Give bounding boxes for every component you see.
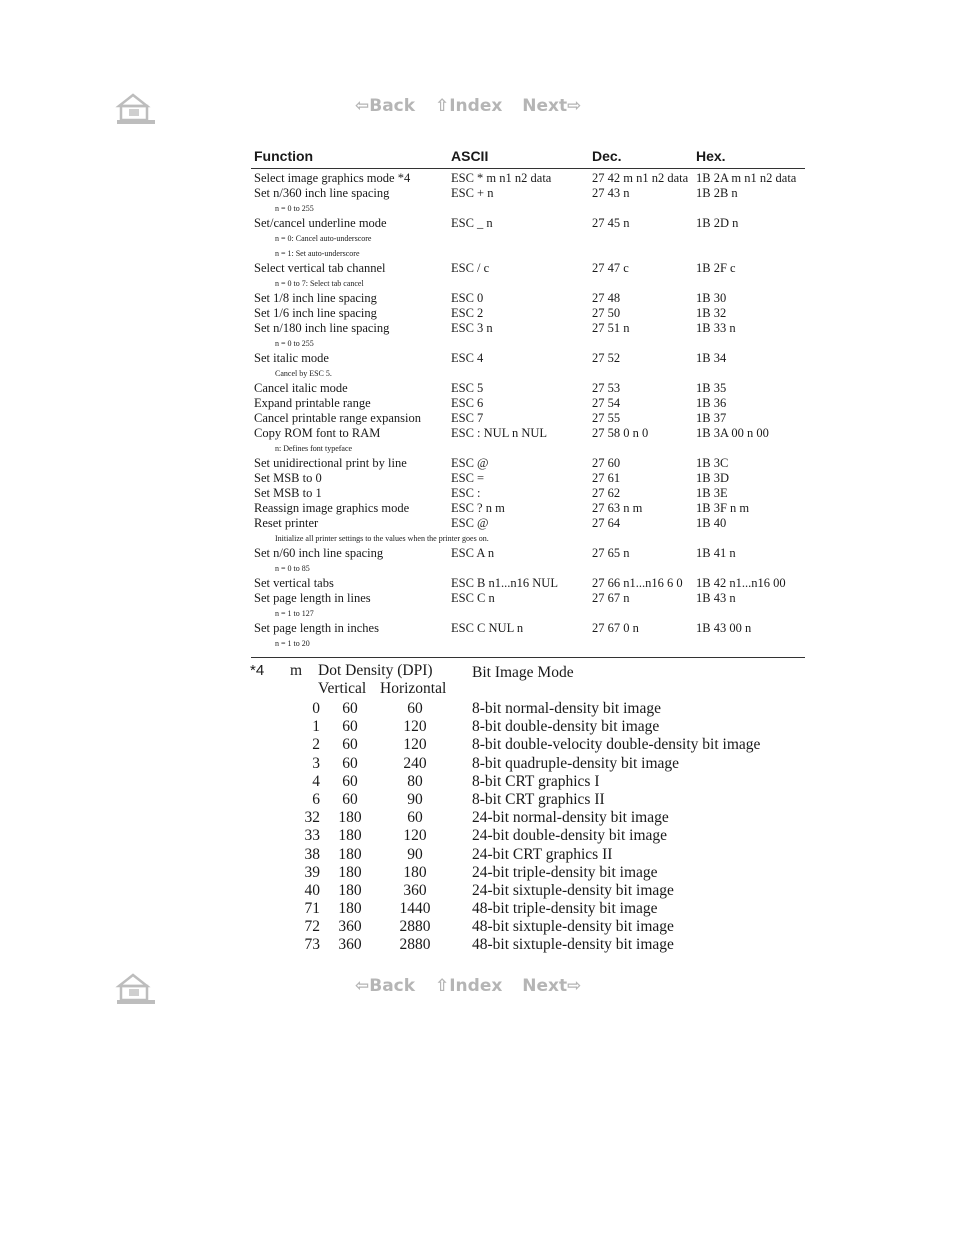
cell-dec: 27 67 n	[592, 591, 630, 605]
cell-vertical: 180	[338, 845, 362, 863]
cell-hex: 1B 3F n m	[696, 501, 750, 515]
parameter-note: n = 1 to 20	[275, 639, 310, 648]
footnote-row	[250, 736, 810, 754]
cell-hex: 1B 2F c	[696, 261, 736, 275]
bottom-navbar	[0, 972, 954, 1012]
cell-ascii: ESC 0	[451, 291, 484, 305]
cell-dec: 27 65 n	[592, 546, 630, 560]
cell-m: 38	[304, 845, 320, 863]
parameter-note: n = 0 to 255	[275, 204, 314, 213]
cell-vertical: 60	[342, 772, 358, 790]
cell-horizontal: 180	[403, 863, 427, 881]
parameter-note: n = 0 to 255	[275, 339, 314, 348]
footnote-row	[250, 936, 810, 954]
cell-dec: 27 58 0 n 0	[592, 426, 649, 440]
next-link[interactable]: Next⇨	[522, 96, 582, 116]
index-link[interactable]: ⇧Index	[434, 976, 503, 996]
cell-function: Set page length in lines	[254, 591, 371, 605]
table-row	[251, 501, 805, 516]
cell-m: 73	[304, 936, 320, 954]
cell-hex: 1B 36	[696, 396, 727, 410]
cell-bit-image-mode: 48-bit triple-density bit image	[472, 900, 658, 918]
cell-bit-image-mode: 24-bit sixtuple-density bit image	[472, 881, 674, 899]
cell-vertical: 180	[338, 863, 362, 881]
back-label: Back	[369, 96, 416, 116]
cell-dec: 27 50	[592, 306, 621, 320]
cell-dec: 27 60	[592, 456, 621, 470]
cell-ascii: ESC 2	[451, 306, 484, 320]
footnote-row	[250, 882, 810, 900]
cell-vertical: 60	[342, 754, 358, 772]
cell-dec: 27 47 c	[592, 261, 629, 275]
cell-m: 39	[304, 863, 320, 881]
cell-ascii: ESC B n1...n16 NUL	[451, 576, 558, 590]
header-hex: Hex.	[696, 148, 726, 164]
footnote-row	[250, 791, 810, 809]
cell-horizontal: 90	[407, 790, 423, 808]
cell-bit-image-mode: 8-bit double-density bit image	[472, 718, 660, 736]
cell-function: Set vertical tabs	[254, 576, 334, 590]
cell-ascii: ESC A n	[451, 546, 495, 560]
table-row	[251, 591, 805, 606]
cell-ascii: ESC @	[451, 456, 489, 470]
cell-bit-image-mode: 8-bit normal-density bit image	[472, 700, 661, 717]
parameter-note: n: Defines font typeface	[275, 444, 353, 453]
cell-function: Set n/60 inch line spacing	[254, 546, 384, 560]
table-row	[251, 576, 805, 591]
cell-vertical: 180	[338, 809, 362, 827]
cell-function: Set 1/8 inch line spacing	[254, 291, 377, 305]
cell-function: Set n/180 inch line spacing	[254, 321, 390, 335]
cell-dec: 27 54	[592, 396, 621, 410]
cell-ascii: ESC 4	[451, 351, 484, 365]
table-body	[251, 169, 805, 651]
cell-m: 3	[312, 754, 320, 772]
cell-horizontal: 240	[403, 754, 427, 772]
cell-vertical: 180	[338, 827, 362, 845]
cell-vertical: 360	[338, 918, 362, 936]
cell-ascii: ESC C NUL n	[451, 621, 524, 635]
table-row	[251, 486, 805, 501]
parameter-note: n = 1 to 127	[275, 609, 314, 618]
cell-hex: 1B 40	[696, 516, 727, 530]
parameter-note: Cancel by ESC 5.	[275, 369, 332, 378]
nav-links	[355, 96, 595, 116]
footnote-row	[250, 755, 810, 773]
cell-ascii: ESC ? n m	[451, 501, 505, 515]
cell-m: 4	[312, 772, 320, 790]
next-label: Next	[522, 976, 568, 996]
cell-m: 1	[312, 718, 320, 736]
cell-bit-image-mode: 8-bit double-velocity double-density bit image	[472, 736, 761, 754]
cell-hex: 1B 3E	[696, 486, 728, 500]
top-navbar	[0, 92, 954, 132]
cell-m: 6	[312, 790, 320, 808]
cell-dec: 27 51 n	[592, 321, 630, 335]
cell-dec: 27 67 0 n	[592, 621, 639, 635]
parameter-note: n = 0 to 85	[275, 564, 310, 573]
cell-dec: 27 48	[592, 291, 621, 305]
cell-ascii: ESC : NUL n NUL	[451, 426, 548, 440]
cell-ascii: ESC + n	[451, 186, 494, 200]
cell-horizontal: 120	[403, 827, 427, 845]
cell-hex: 1B 41 n	[696, 546, 736, 560]
cell-function: Cancel printable range expansion	[254, 411, 421, 425]
cell-vertical: 180	[338, 881, 362, 899]
cell-bit-image-mode: 8-bit CRT graphics II	[472, 790, 605, 808]
cell-bit-image-mode: 48-bit sixtuple-density bit image	[472, 918, 674, 936]
footnote-row	[250, 718, 810, 736]
cell-ascii: ESC 7	[451, 411, 484, 425]
cell-dec: 27 53	[592, 381, 621, 395]
header-horizontal: Horizontal	[380, 680, 447, 697]
cell-ascii: ESC :	[451, 486, 481, 500]
cell-hex: 1B 37	[696, 411, 727, 425]
cell-dec: 27 55	[592, 411, 621, 425]
cell-ascii: ESC 3 n	[451, 321, 493, 335]
header-function: Function	[254, 148, 314, 164]
cell-horizontal: 90	[407, 845, 423, 863]
cell-bit-image-mode: 24-bit normal-density bit image	[472, 809, 669, 827]
home-icon[interactable]	[115, 92, 157, 128]
footnote-row	[250, 809, 810, 827]
index-label: Index	[449, 96, 503, 116]
cell-bit-image-mode: 24-bit CRT graphics II	[472, 845, 613, 863]
cell-hex: 1B 42 n1...n16 00	[696, 576, 786, 590]
footnote-body	[250, 698, 810, 955]
cell-vertical: 60	[342, 700, 358, 717]
index-label: Index	[449, 976, 503, 996]
cell-hex: 1B 2D n	[696, 216, 739, 230]
cell-ascii: ESC @	[451, 516, 489, 530]
cell-bit-image-mode: 24-bit double-density bit image	[472, 827, 668, 845]
cell-function: Set n/360 inch line spacing	[254, 186, 390, 200]
cell-horizontal: 80	[407, 772, 423, 790]
table-row	[251, 261, 805, 276]
cell-m: 32	[304, 809, 320, 827]
cell-vertical: 60	[342, 790, 358, 808]
header-ascii: ASCII	[451, 148, 489, 164]
index-link[interactable]: ⇧Index	[434, 96, 503, 116]
cell-function: Cancel italic mode	[254, 381, 348, 395]
table-row	[251, 351, 805, 366]
cell-horizontal: 60	[407, 700, 423, 717]
cell-m: 2	[312, 736, 320, 754]
table-row	[251, 186, 805, 201]
cell-dec: 27 52	[592, 351, 621, 365]
cell-dec: 27 62	[592, 486, 621, 500]
cell-dec: 27 63 n m	[592, 501, 643, 515]
table-row	[251, 216, 805, 231]
table-row	[251, 171, 805, 186]
cell-ascii: ESC _ n	[451, 216, 493, 230]
cell-function: Set unidirectional print by line	[254, 456, 407, 470]
cell-hex: 1B 3D	[696, 471, 729, 485]
table-row	[251, 291, 805, 306]
back-link[interactable]: ⇦Back	[355, 976, 416, 996]
cell-function: Set/cancel underline mode	[254, 216, 387, 230]
parameter-note: n = 0: Cancel auto-underscore	[275, 234, 372, 243]
table-row	[251, 411, 805, 426]
cell-horizontal: 60	[407, 809, 423, 827]
cell-m: 71	[304, 900, 320, 918]
cell-hex: 1B 3A 00 n 00	[696, 426, 769, 440]
cell-horizontal: 1440	[399, 900, 431, 918]
home-icon[interactable]	[115, 972, 157, 1008]
footnote-mark: *4	[250, 662, 265, 679]
cell-function: Set italic mode	[254, 351, 329, 365]
back-label: Back	[369, 976, 416, 996]
footnote-row	[250, 900, 810, 918]
cell-ascii: ESC C n	[451, 591, 495, 605]
table-header	[251, 146, 805, 169]
cell-bit-image-mode: 24-bit triple-density bit image	[472, 863, 658, 881]
header-dec: Dec.	[592, 148, 622, 164]
command-table	[251, 146, 805, 658]
cell-vertical: 180	[338, 900, 362, 918]
cell-hex: 1B 2B n	[696, 186, 738, 200]
header-bit-image-mode: Bit Image Mode	[472, 664, 574, 681]
cell-dec: 27 61	[592, 471, 621, 485]
cell-dec: 27 43 n	[592, 186, 630, 200]
footnote-row	[250, 918, 810, 936]
cell-hex: 1B 43 n	[696, 591, 736, 605]
cell-horizontal: 360	[403, 881, 427, 899]
parameter-note: n = 1: Set auto-underscore	[275, 249, 360, 258]
next-link[interactable]: Next⇨	[522, 976, 582, 996]
footnote-row	[250, 864, 810, 882]
table-row	[251, 546, 805, 561]
footnote-header	[250, 662, 810, 698]
footnote-4	[250, 662, 810, 955]
cell-function: Reset printer	[254, 516, 319, 530]
table-row	[251, 621, 805, 636]
cell-horizontal: 2880	[399, 918, 431, 936]
cell-function: Reassign image graphics mode	[254, 501, 410, 515]
cell-dec: 27 64	[592, 516, 621, 530]
cell-ascii: ESC 6	[451, 396, 484, 410]
header-m: m	[290, 662, 303, 679]
cell-m: 33	[304, 827, 320, 845]
table-row	[251, 516, 805, 531]
cell-hex: 1B 3C	[696, 456, 729, 470]
cell-m: 0	[312, 700, 320, 717]
table-row	[251, 426, 805, 441]
parameter-note: n = 0 to 7: Select tab cancel	[275, 279, 364, 288]
cell-ascii: ESC 5	[451, 381, 484, 395]
nav-links	[355, 976, 595, 996]
cell-bit-image-mode: 8-bit quadruple-density bit image	[472, 754, 680, 772]
cell-dec: 27 42 m n1 n2 data	[592, 171, 689, 185]
cell-bit-image-mode: 8-bit CRT graphics I	[472, 772, 600, 790]
header-dot-density: Dot Density (DPI)	[318, 662, 433, 679]
cell-hex: 1B 30	[696, 291, 727, 305]
cell-hex: 1B 2A m n1 n2 data	[696, 171, 797, 185]
cell-function: Set 1/6 inch line spacing	[254, 306, 377, 320]
footnote-row	[250, 846, 810, 864]
cell-function: Copy ROM font to RAM	[254, 426, 381, 440]
footnote-row	[250, 827, 810, 845]
cell-function: Set page length in inches	[254, 621, 379, 635]
back-link[interactable]: ⇦Back	[355, 96, 416, 116]
next-label: Next	[522, 96, 568, 116]
cell-horizontal: 120	[403, 736, 427, 754]
cell-horizontal: 2880	[399, 936, 431, 954]
footnote-row	[250, 700, 810, 718]
cell-hex: 1B 35	[696, 381, 727, 395]
cell-function: Set MSB to 1	[254, 486, 322, 500]
cell-hex: 1B 43 00 n	[696, 621, 752, 635]
table-row	[251, 306, 805, 321]
cell-function: Set MSB to 0	[254, 471, 322, 485]
cell-ascii: ESC / c	[451, 261, 490, 275]
table-row	[251, 381, 805, 396]
cell-vertical: 60	[342, 736, 358, 754]
cell-ascii: ESC =	[451, 471, 485, 485]
cell-function: Select vertical tab channel	[254, 261, 386, 275]
cell-vertical: 360	[338, 936, 362, 954]
cell-vertical: 60	[342, 718, 358, 736]
cell-bit-image-mode: 48-bit sixtuple-density bit image	[472, 936, 674, 954]
cell-hex: 1B 32	[696, 306, 727, 320]
parameter-note: Initialize all printer settings to the values when the printer goes on.	[275, 534, 489, 543]
cell-dec: 27 45 n	[592, 216, 630, 230]
cell-m: 40	[304, 881, 320, 899]
cell-function: Expand printable range	[254, 396, 371, 410]
table-row	[251, 471, 805, 486]
footnote-row	[250, 773, 810, 791]
cell-dec: 27 66 n1...n16 6 0	[592, 576, 683, 590]
table-row	[251, 456, 805, 471]
header-vertical: Vertical	[318, 680, 367, 697]
table-bottom-rule	[251, 657, 805, 658]
cell-m: 72	[304, 918, 320, 936]
cell-function: Select image graphics mode *4	[254, 171, 411, 185]
cell-hex: 1B 34	[696, 351, 727, 365]
table-row	[251, 321, 805, 336]
cell-hex: 1B 33 n	[696, 321, 736, 335]
cell-ascii: ESC * m n1 n2 data	[451, 171, 552, 185]
table-row	[251, 396, 805, 411]
cell-horizontal: 120	[403, 718, 427, 736]
